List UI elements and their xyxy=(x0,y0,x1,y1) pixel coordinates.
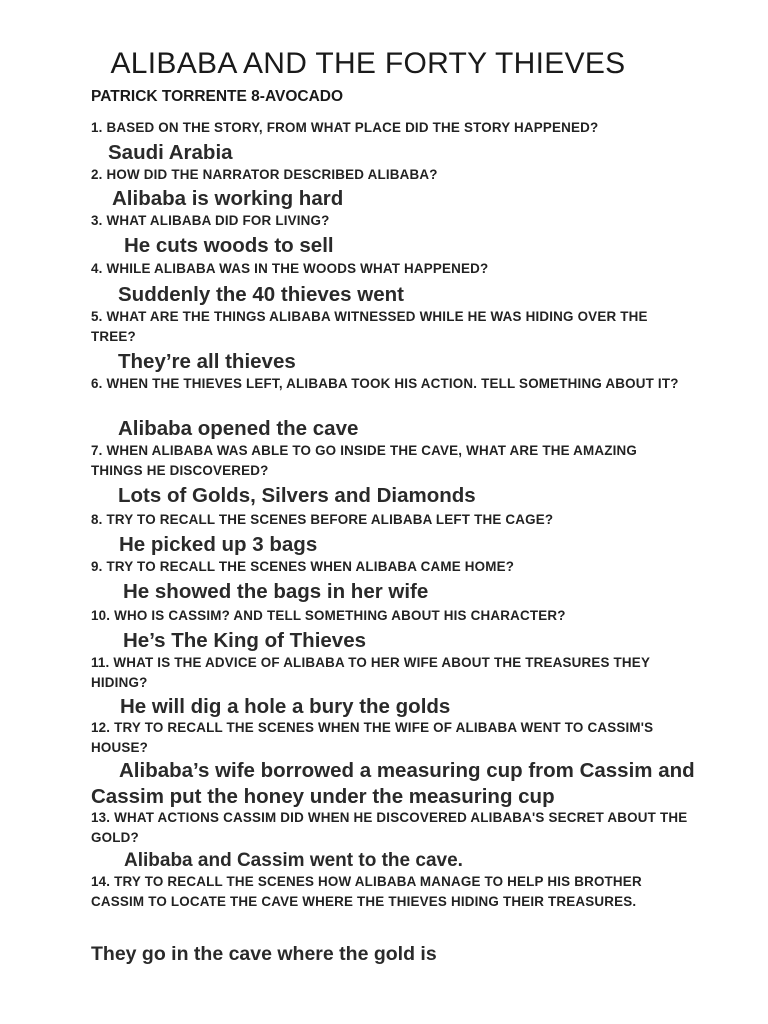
question-1: 1. BASED ON THE STORY, FROM WHAT PLACE DID THE STORY HAPPENED? xyxy=(91,120,599,135)
answer-5: They’re all thieves xyxy=(118,350,296,373)
answer-1: Saudi Arabia xyxy=(108,141,233,164)
answer-8: He picked up 3 bags xyxy=(119,533,318,556)
question-2: 2. HOW DID THE NARRATOR DESCRIBED ALIBABA? xyxy=(91,167,438,182)
question-13: 13. WHAT ACTIONS CASSIM DID WHEN HE DISCOVERED ALIBABA'S SECRET ABOUT THE GOLD? xyxy=(91,810,688,845)
question-11: 11. WHAT IS THE ADVICE OF ALIBABA TO HER WIFE ABOUT THE TREASURES THEY HIDING? xyxy=(91,655,650,690)
answer-7: Lots of Golds, Silvers and Diamonds xyxy=(118,484,476,507)
answer-11: He will dig a hole a bury the golds xyxy=(120,695,451,718)
answer-13: Alibaba and Cassim went to the cave. xyxy=(124,850,463,871)
answer-12: Alibaba’s wife borrowed a measuring cup from Cassim and Cassim put the honey under the measuring cup xyxy=(91,759,695,808)
question-14: 14. TRY TO RECALL THE SCENES HOW ALIBABA MANAGE TO HELP HIS BROTHER CASSIM TO LOCATE THE CAVE WHERE THE THIEVES HIDING THEIR TREASURES. xyxy=(91,874,642,909)
question-5: 5. WHAT ARE THE THINGS ALIBABA WITNESSED WHILE HE WAS HIDING OVER THE TREE? xyxy=(91,309,648,344)
question-3: 3. WHAT ALIBABA DID FOR LIVING? xyxy=(91,213,330,228)
question-12: 12. TRY TO RECALL THE SCENES WHEN THE WIFE OF ALIBABA WENT TO CASSIM'S HOUSE? xyxy=(91,720,654,755)
answer-4: Suddenly the 40 thieves went xyxy=(118,283,404,306)
answer-9: He showed the bags in her wife xyxy=(123,580,429,603)
answer-14: They go in the cave where the gold is xyxy=(91,943,437,965)
question-4: 4. WHILE ALIBABA WAS IN THE WOODS WHAT HAPPENED? xyxy=(91,261,489,276)
question-8: 8. TRY TO RECALL THE SCENES BEFORE ALIBABA LEFT THE CAGE? xyxy=(91,512,554,527)
answer-2: Alibaba is working hard xyxy=(112,187,344,210)
answer-6: Alibaba opened the cave xyxy=(118,417,359,440)
answer-10: He’s The King of Thieves xyxy=(123,629,367,652)
question-7: 7. WHEN ALIBABA WAS ABLE TO GO INSIDE THE CAVE, WHAT ARE THE AMAZING THINGS HE DISCOVERED? xyxy=(91,443,637,478)
document-title: ALIBABA AND THE FORTY THIEVES xyxy=(110,47,626,80)
question-6: 6. WHEN THE THIEVES LEFT, ALIBABA TOOK HIS ACTION. TELL SOMETHING ABOUT IT? xyxy=(91,376,679,391)
answer-3: He cuts woods to sell xyxy=(124,234,334,257)
question-9: 9. TRY TO RECALL THE SCENES WHEN ALIBABA CAME HOME? xyxy=(91,559,515,574)
question-10: 10. WHO IS CASSIM? AND TELL SOMETHING ABOUT HIS CHARACTER? xyxy=(91,608,566,623)
author-line: PATRICK TORRENTE 8-AVOCADO xyxy=(91,88,344,105)
